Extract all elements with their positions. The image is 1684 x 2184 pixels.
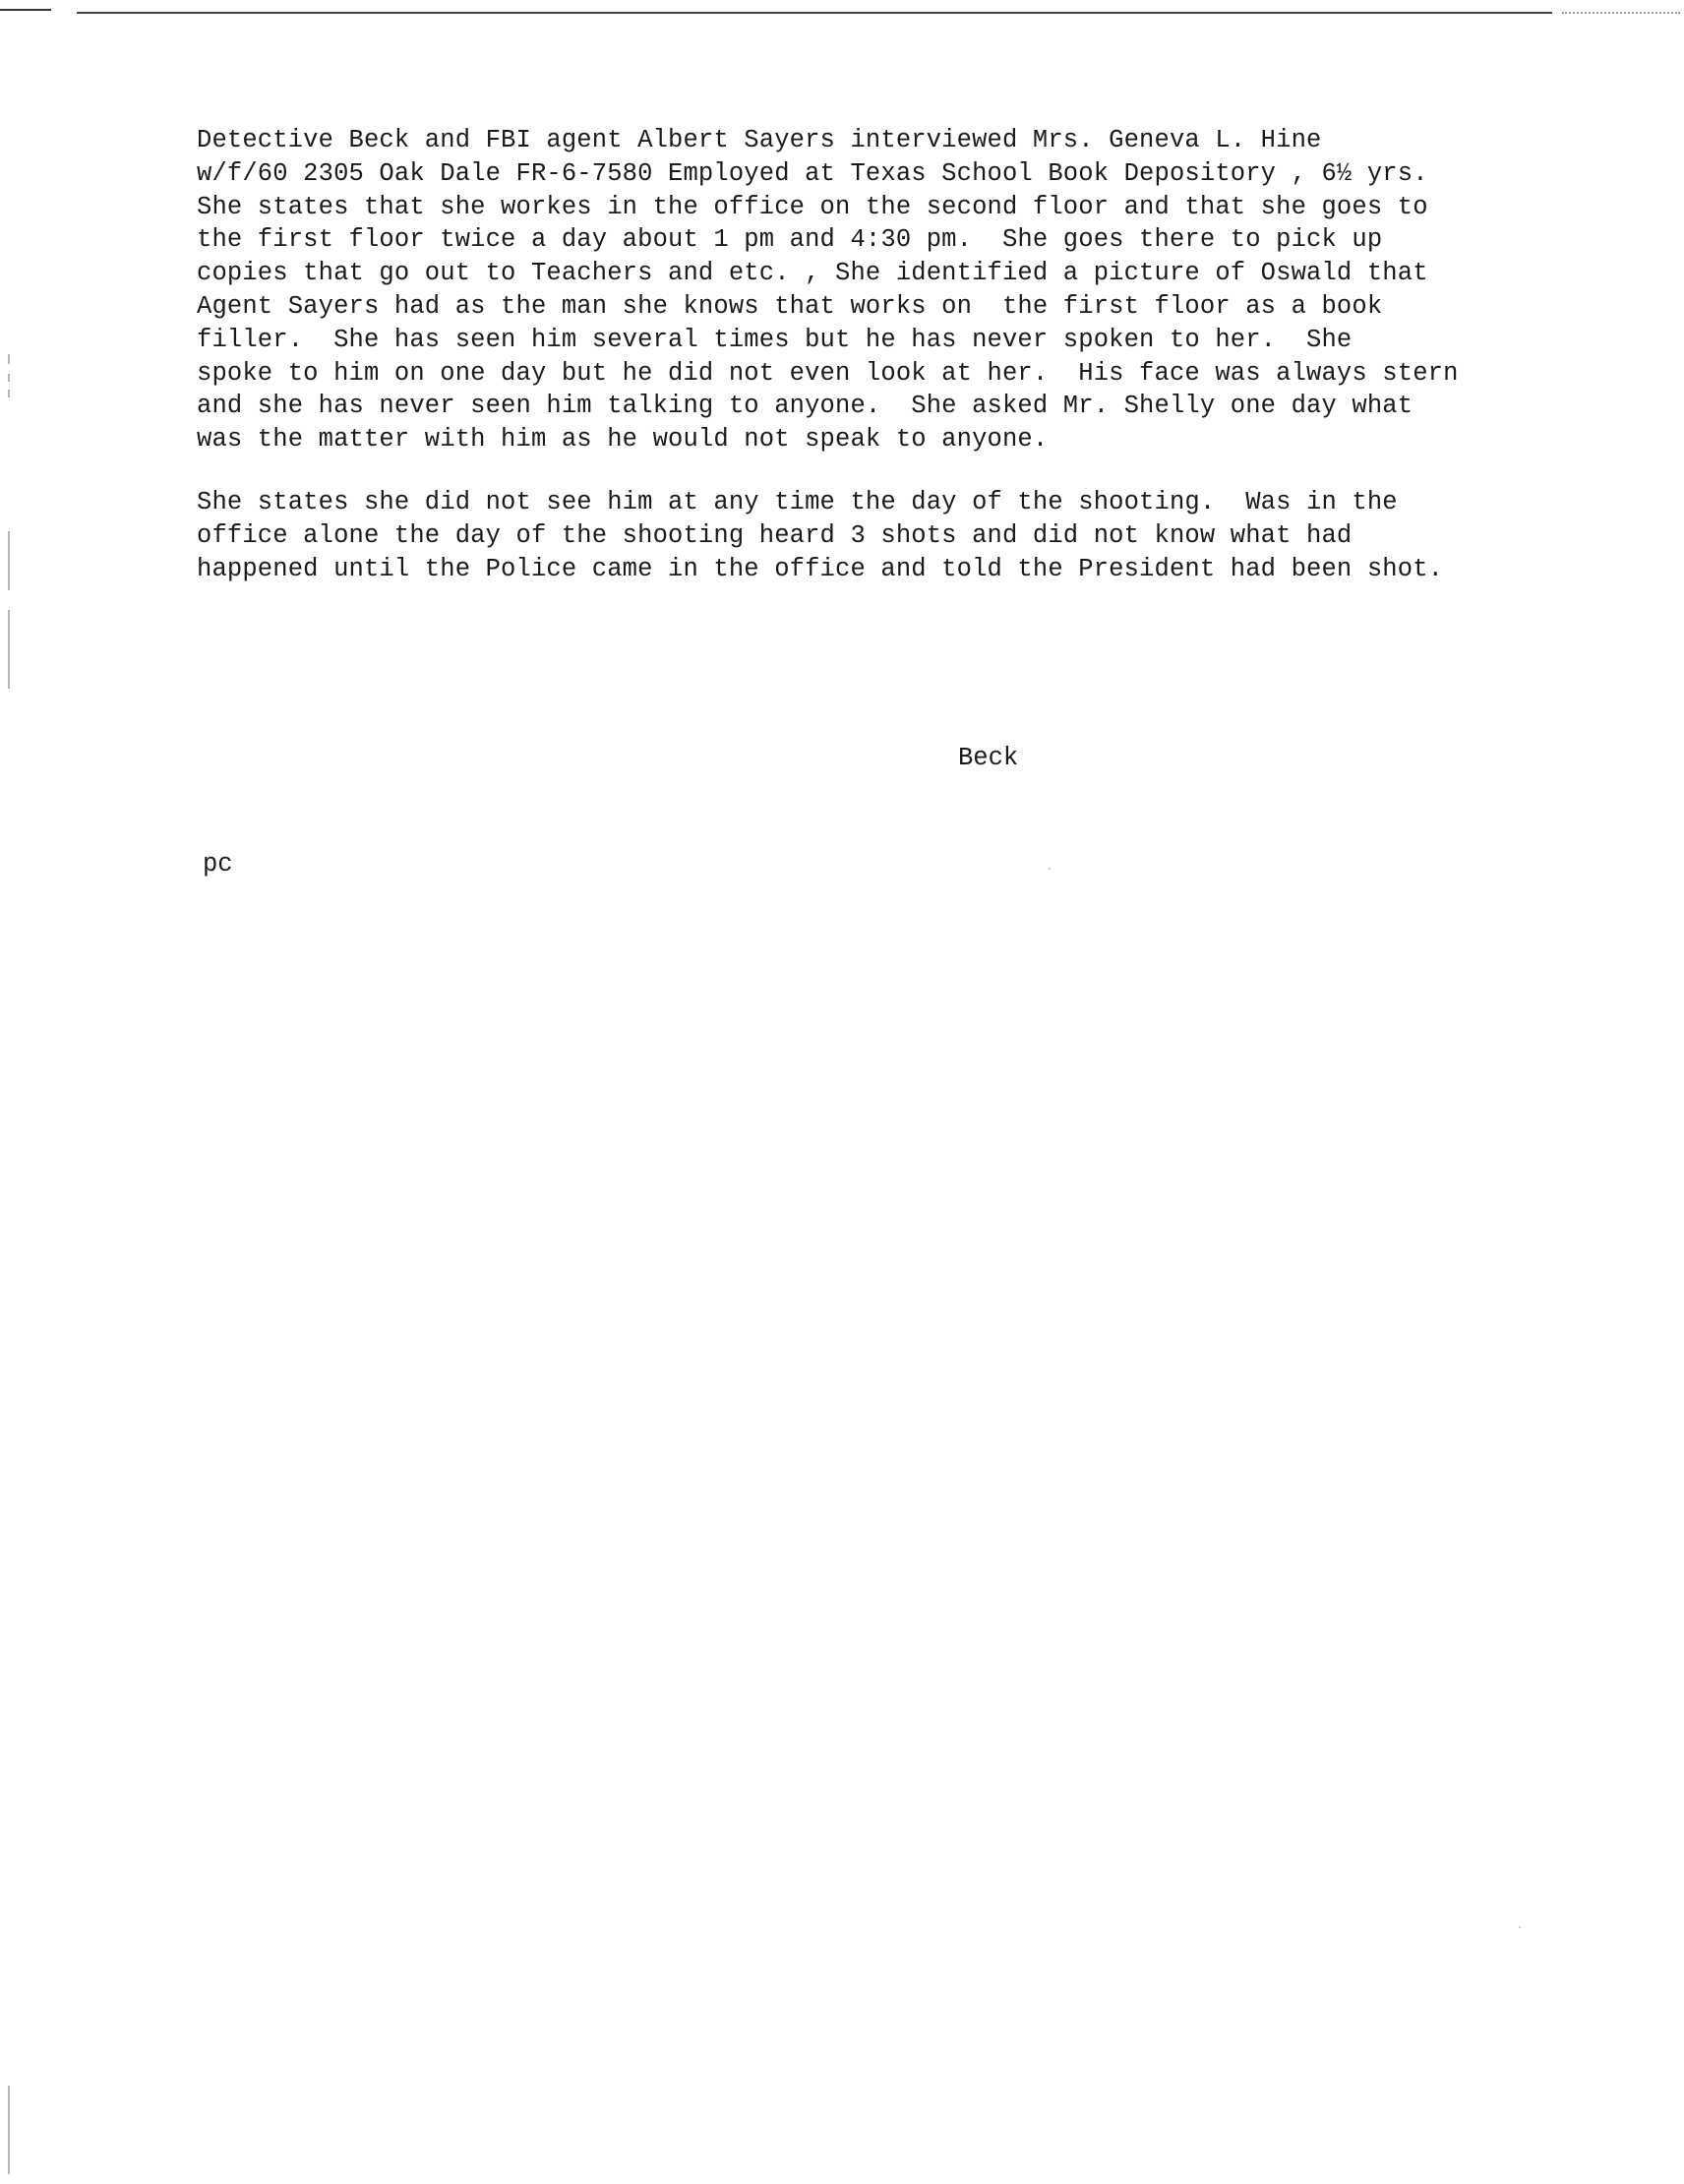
text-line: was the matter with him as he would not speak to anyone.	[197, 425, 1049, 455]
typist-initials: pc	[203, 850, 233, 879]
binder-mark	[8, 354, 10, 364]
binder-mark	[8, 531, 10, 590]
binder-mark	[8, 610, 10, 689]
paper-speck	[1049, 868, 1051, 870]
binder-mark	[8, 374, 10, 382]
text-line: Agent Sayers had as the man she knows that works on the first floor as a book	[197, 291, 1383, 321]
report-body	[197, 124, 1594, 585]
text-line: and she has never seen him talking to anyone. She asked Mr. Shelly one day what	[197, 392, 1413, 421]
text-line: She states that she workes in the office on the second floor and that she goes to	[197, 192, 1428, 221]
text-line: w/f/60 2305 Oak Dale FR-6-7580 Employed at Texas School Book Depository , 6½ yrs.	[197, 158, 1428, 188]
text-line: filler. She has seen him several times but he has never spoken to her. She	[197, 325, 1353, 354]
paragraph-shooting	[197, 486, 1594, 585]
text-line: happened until the Police came in the office and told the President had been shot.	[197, 554, 1444, 583]
signature: Beck	[958, 744, 1019, 772]
text-line: spoke to him on one day but he did not even look at her. His face was always stern	[197, 358, 1459, 388]
text-line: Detective Beck and FBI agent Albert Sayers interviewed Mrs. Geneva L. Hine	[197, 126, 1322, 154]
text-line: the first floor twice a day about 1 pm and 4:30 pm. She goes there to pick up	[197, 225, 1383, 255]
binder-mark	[8, 2086, 10, 2174]
text-line: She states she did not see him at any time the day of the shooting. Was in the	[197, 487, 1398, 516]
text-line: copies that go out to Teachers and etc. , She identified a picture of Oswald that	[197, 259, 1428, 288]
paper-speck	[1519, 1926, 1521, 1928]
top-rule-left	[0, 9, 51, 11]
top-rule-dotted	[1562, 12, 1680, 14]
paragraph-interview	[197, 124, 1594, 456]
binder-mark	[8, 390, 10, 397]
top-rule	[77, 12, 1552, 14]
paragraph-gap	[197, 456, 1594, 486]
text-line: office alone the day of the shooting heard 3 shots and did not know what had	[197, 520, 1353, 550]
